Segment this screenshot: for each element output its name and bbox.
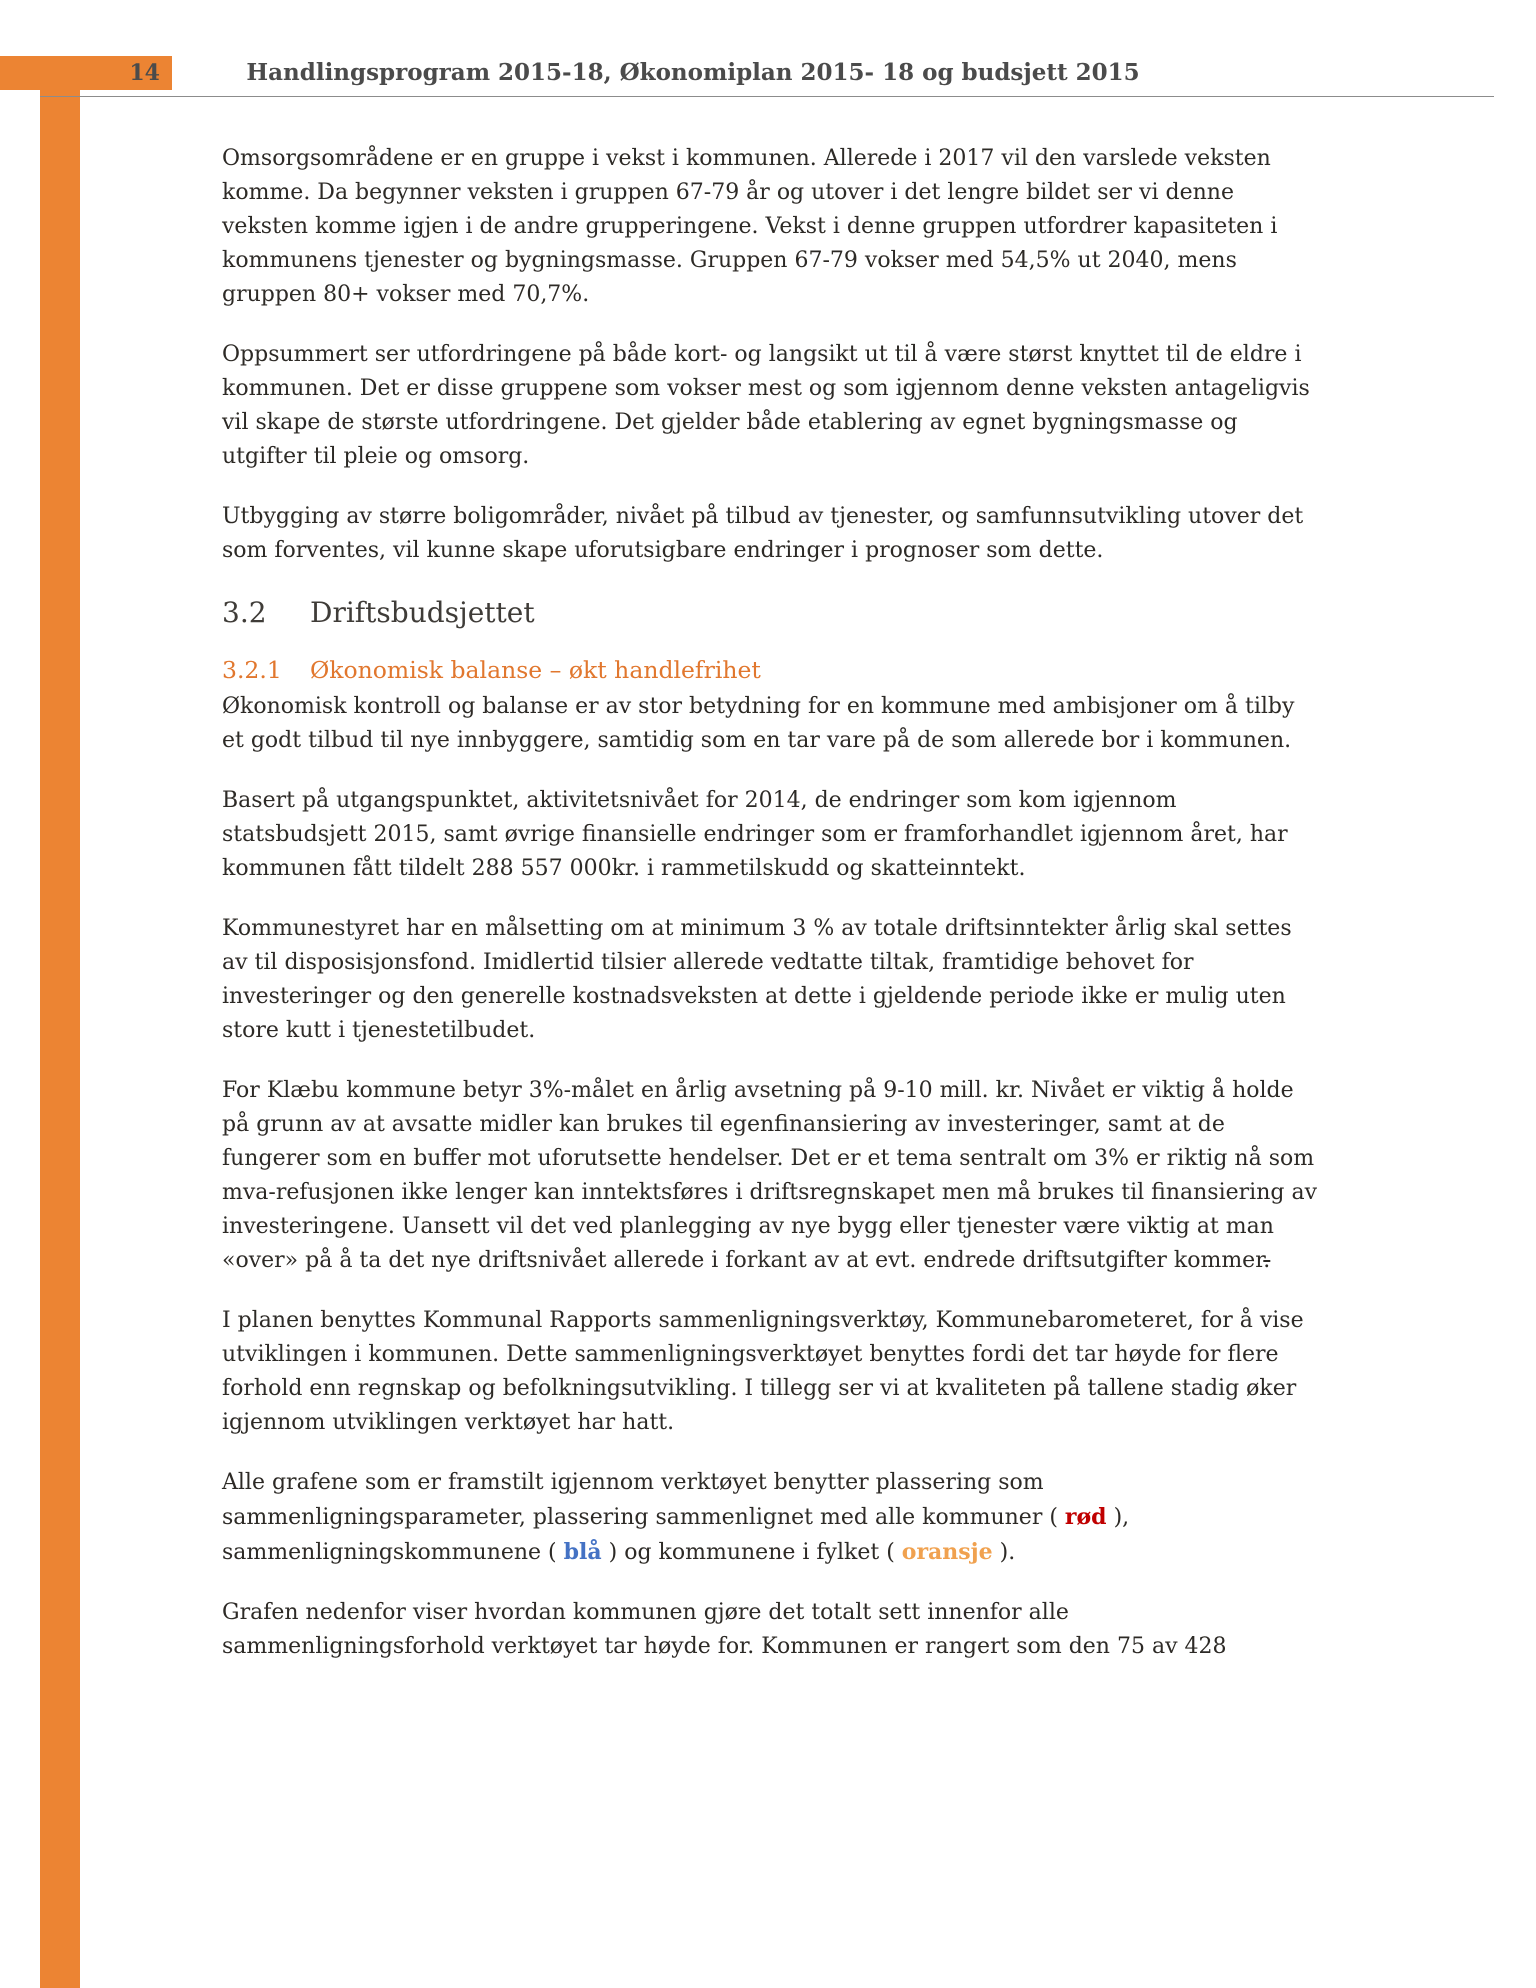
struck-period: .	[1263, 1248, 1271, 1273]
left-accent-bar	[40, 56, 80, 1988]
paragraph-text: ), sammenligningskommunene (	[222, 1505, 1130, 1565]
header-divider	[40, 96, 1494, 97]
paragraph-okonomisk-kontroll: Økonomisk kontroll og balanse er av stor betydning for en kommune med ambisjoner om å tilby et godt tilbud til nye innbyggere, samtidig som en tar vare på de som allerede bor i kommunen.	[222, 694, 1295, 753]
paragraph-alle-grafene	[222, 1466, 1318, 1570]
section-number: 3.2	[222, 596, 267, 629]
paragraph-kommunestyret: Kommunestyret har en målsetting om at minimum 3 % av totale driftsinntekter årlig skal settes av til disposisjonsfond. Imidlertid tilsier allerede vedtatte tiltak, framtidige behovet for investeringer og den generelle kostnadsveksten at dette i gjeldende periode ikke er mulig uten store kutt i tjenestetilbudet.	[222, 916, 1292, 1043]
legend-word-orange: oransje	[901, 1539, 993, 1565]
section-heading-3-2	[222, 594, 1318, 631]
paragraph-oppsummert: Oppsummert ser utfordringene på både kort- og langsikt ut til å være størst knyttet til de eldre i kommunen. Det er disse gruppene som vokser mest og som igjennom denne veksten antageligvis vil skape de største utfordringene. Det gjelder både etablering av egnet bygningsmasse og utgifter til pleie og omsorg.	[222, 342, 1310, 469]
legend-word-blue: blå	[563, 1539, 602, 1565]
paragraph-text: For Klæbu kommune betyr 3%-målet en årlig avsetning på 9-10 mill. kr. Nivået er viktig å holde på grunn av at avsatte midler kan brukes til egenfinansiering av investeringer, samt at de fungerer som en buffer mot uforutsette hendelser. Det er et tema sentralt om 3% er riktig nå som mva-refusjonen ikke lenger kan inntektsføres i driftsregnskapet men må brukes til finansiering av investeringene. Uansett vil det ved planlegging av nye bygg eller tjenester være viktig at man «over» på å ta det nye driftsnivået allerede i forkant av at evt. endrede driftsutgifter kommer	[222, 1078, 1317, 1273]
section-title: Driftsbudsjettet	[310, 596, 535, 629]
paragraph-klaebu-kommune	[222, 1074, 1318, 1278]
legend-word-red: rød	[1064, 1504, 1107, 1530]
paragraph-grafen-nedenfor: Grafen nedenfor viser hvordan kommunen gjøre det totalt sett innenfor alle sammenligningsforhold verktøyet tar høyde for. Kommunen er rangert som den 75 av 428	[222, 1600, 1227, 1659]
paragraph-kommunal-rapport: I planen benyttes Kommunal Rapports sammenligningsverktøy, Kommunebarometeret, for å vise utviklingen i kommunen. Dette sammenligningsverktøyet benyttes fordi det tar høyde for flere forhold enn regnskap og befolkningsutvikling. I tillegg ser vi at kvaliteten på tallene stadig øker igjennom utviklingen verktøyet har hatt.	[222, 1308, 1304, 1435]
paragraph-basert-pa: Basert på utgangspunktet, aktivitetsnivået for 2014, de endringer som kom igjennom statsbudsjett 2015, samt øvrige finansielle endringer som er framforhandlet igjennom året, har kommunen fått tildelt 288 557 000kr. i rammetilskudd og skatteinntekt.	[222, 788, 1288, 881]
document-header	[0, 56, 1536, 90]
paragraph-text: ).	[992, 1540, 1016, 1565]
paragraph-utbygging: Utbygging av større boligområder, nivået på tilbud av tjenester, og samfunnsutvikling utover det som forventes, vil kunne skape uforutsigbare endringer i prognoser som dette.	[222, 504, 1304, 563]
page-body	[222, 142, 1318, 1690]
paragraph-text: ) og kommunene i fylket (	[601, 1540, 902, 1565]
subsection-number: 3.2.1	[222, 656, 282, 684]
subsection-heading-3-2-1	[222, 655, 1318, 686]
subsection-title: Økonomisk balanse – økt handlefrihet	[310, 656, 761, 684]
paragraph-text: Alle grafene som er framstilt igjennom verktøyet benytter plassering som sammenligningsparameter, plassering sammenlignet med alle kommuner (	[222, 1470, 1065, 1530]
page-number: 14	[129, 60, 160, 86]
document-title: Handlingsprogram 2015-18, Økonomiplan 2015- 18 og budsjett 2015	[246, 59, 1140, 86]
paragraph-omsorgsomradene: Omsorgsområdene er en gruppe i vekst i kommunen. Allerede i 2017 vil den varslede veksten komme. Da begynner veksten i gruppen 67-79 år og utover i det lengre bildet ser vi denne veksten komme igjen i de andre grupperingene. Vekst i denne gruppen utfordrer kapasiteten i kommunens tjenester og bygningsmasse. Gruppen 67-79 vokser med 54,5% ut 2040, mens gruppen 80+ vokser med 70,7%.	[222, 146, 1278, 307]
